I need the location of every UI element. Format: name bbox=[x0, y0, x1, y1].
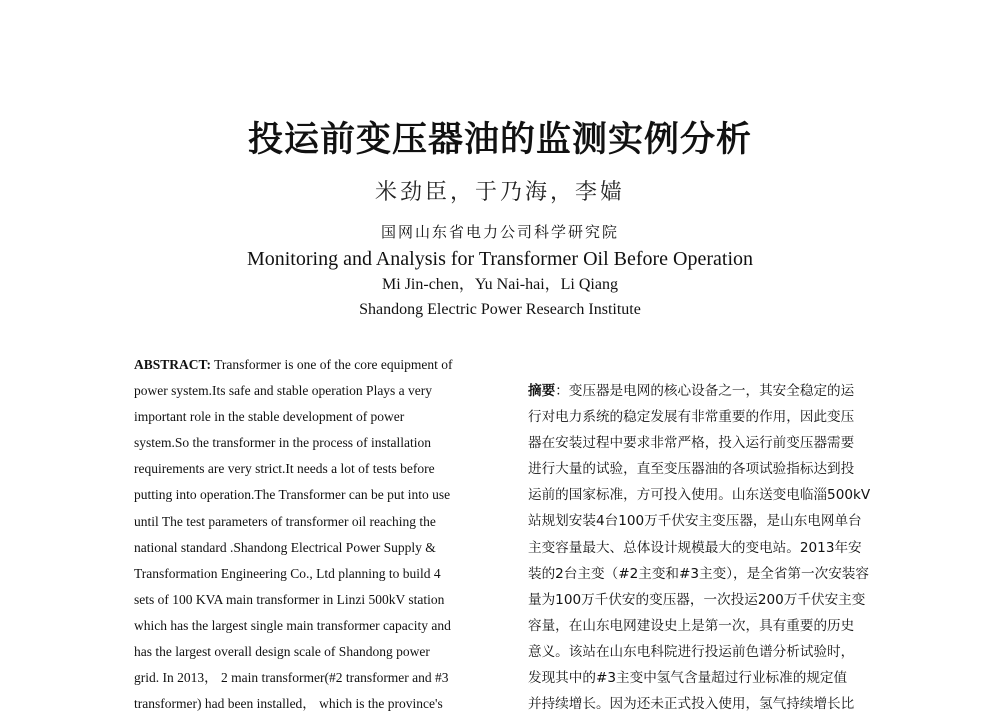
abstract-english-label: ABSTRACT: bbox=[134, 357, 212, 372]
institution-chinese: 国网山东省电力公司科学研究院 bbox=[380, 223, 619, 241]
abstract-english-line: power system.Its safe and stable operation Plays a very bbox=[134, 383, 433, 399]
abstract-chinese-line: 量为100万千伏安的变压器，一次投运200万千伏安主变 bbox=[528, 591, 866, 608]
abstract-english-line: sets of 100 KVA main transformer in Linzi 500kV station bbox=[134, 591, 445, 607]
abstract-chinese-line: 运前的国家标准，方可投入使用。山东送变电临淄500kV bbox=[528, 487, 871, 504]
abstract-english-line: ABSTRACT: Transformer is one of the core equipment of bbox=[134, 357, 453, 372]
title-chinese: 投运前变压器油的监测实例分析 bbox=[247, 120, 752, 160]
abstract-english bbox=[134, 352, 514, 714]
abstract-english-line: has the largest overall design scale of Shandong power bbox=[134, 644, 430, 660]
abstract-english-line: important role in the stable development of power bbox=[134, 409, 405, 425]
abstract-chinese-line: 发现其中的#3主变中氢气含量超过行业标准的规定值 bbox=[528, 670, 848, 687]
abstract-english-line: grid. In 2013， 2 main transformer(#2 transformer and #3 bbox=[134, 670, 449, 686]
title-english: Monitoring and Analysis for Transformer Oil Before Operation bbox=[246, 248, 754, 270]
institution-english: Shandong Electric Power Research Institute bbox=[359, 301, 641, 318]
abstract-chinese bbox=[528, 378, 888, 714]
abstract-chinese-line: 站规划安装4台100万千伏安主变压器，是山东电网单台 bbox=[528, 513, 862, 530]
abstract-chinese-line: 装的2台主变（#2主变和#3主变），是全省第一次安装容 bbox=[528, 565, 869, 582]
abstract-english-line: until The test parameters of transformer oil reaching the bbox=[134, 513, 436, 529]
authors-english: Mi Jin-chen，Yu Nai-hai，Li Qiang bbox=[382, 276, 618, 293]
abstract-chinese-line: 进行大量的试验，直至变压器油的各项试验指标达到投 bbox=[528, 461, 855, 478]
abstract-chinese-label: 摘要 bbox=[528, 383, 556, 399]
abstract-english-line: Transformation Engineering Co., Ltd planning to build 4 bbox=[134, 565, 441, 581]
abstract-chinese-line: 行对电力系统的稳定发展有非常重要的作用，因此变压 bbox=[528, 409, 855, 426]
abstract-english-line: putting into operation.The Transformer can be put into use bbox=[134, 487, 451, 503]
abstract-english-line: which has the largest single main transformer capacity and bbox=[134, 617, 451, 633]
abstract-chinese-line: 器在安装过程中要求非常严格，投入运行前变压器需要 bbox=[528, 435, 855, 452]
abstract-chinese-line: 摘要：变压器是电网的核心设备之一，其安全稳定的运 bbox=[528, 383, 855, 399]
authors-chinese: 米劲臣，于乃海，李嫱 bbox=[374, 180, 625, 205]
abstract-english-line: national standard .Shandong Electrical Power Supply & bbox=[134, 539, 436, 555]
abstract-english-line: requirements are very strict.It needs a lot of tests before bbox=[134, 461, 435, 477]
abstract-chinese-line: 意义。该站在山东电科院进行投运前色谱分析试验时， bbox=[528, 643, 855, 660]
abstract-english-line: transformer) had been installed， which is the province's bbox=[134, 696, 443, 712]
abstract-chinese-line: 主变容量最大、总体设计规模最大的变电站。2013年安 bbox=[528, 539, 862, 556]
abstract-chinese-line: 并持续增长。因为还未正式投入使用，氢气持续增长比 bbox=[528, 696, 855, 713]
abstract-chinese-line: 容量，在山东电网建设史上是第一次，具有重要的历史 bbox=[528, 617, 855, 634]
abstract-english-line: system.So the transformer in the process of installation bbox=[134, 435, 431, 451]
